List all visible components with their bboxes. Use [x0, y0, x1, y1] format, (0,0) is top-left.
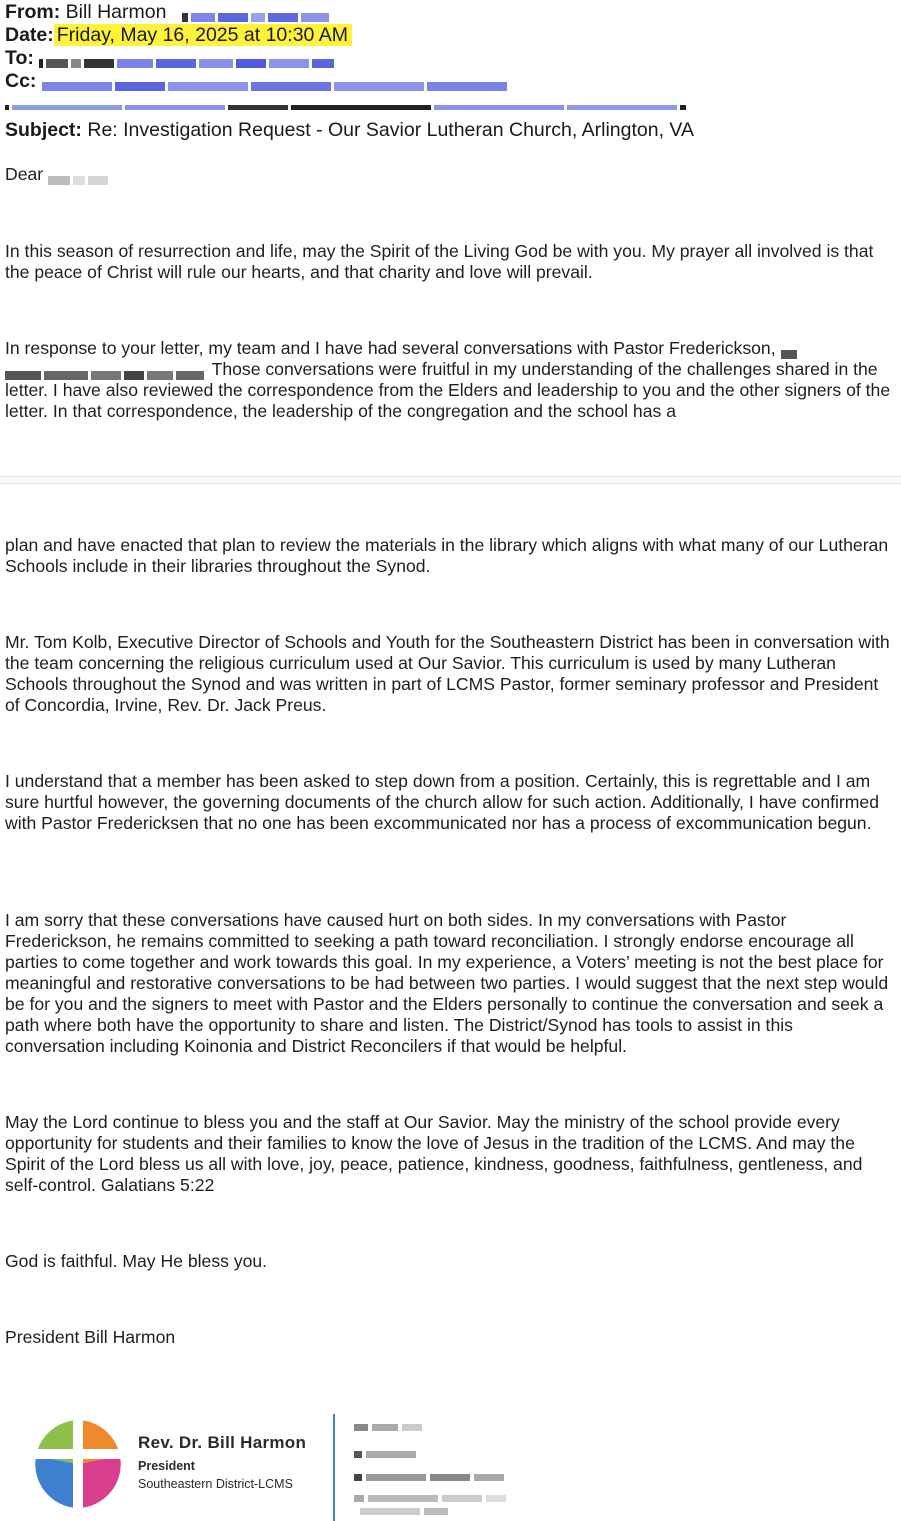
- from-line: [5, 1, 332, 24]
- paragraph-6: I am sorry that these conversations have caused hurt on both sides. In my conversations with Pastor Frederickson, he remains committed to seeking a path toward reconciliation. I strongly endorse encourage all parties to come together and work towards this goal. In my experience, a Voters’ meeting is not the best place for meaningful and restorative conversations to be had between two parties. I would suggest that the next step would be for you and the signers to meet with Pastor and the Elders personally to continue the conversation and seek a path where both have the opportunity to share and listen. The District/Synod has tools to assist in this conversation including Koinonia and District Reconcilers if that would be helpful.: [5, 910, 889, 1056]
- signature-name: Rev. Dr. Bill Harmon: [138, 1433, 307, 1452]
- redacted-contact-line-3: [354, 1469, 508, 1487]
- to-line: [5, 47, 337, 70]
- redacted-recipients-icon: [39, 51, 337, 66]
- redacted-names-continued-icon: [5, 364, 207, 376]
- paragraph-3: plan and have enacted that plan to review the materials in the library which aligns with what many of our Lutheran Schools include in their libraries throughout the Synod.: [5, 535, 889, 576]
- to-label: To:: [5, 47, 34, 69]
- redacted-cc-icon: [42, 74, 510, 89]
- paragraph-7: May the Lord continue to bless you and the staff at Our Savior. May the ministry of the school provide every opportunity for students and their families to know the love of Jesus in the tradition of the LCMS. And may the Spirit of the Lord bless us all with love, joy, peace, patience, kindness, goodness, faithfulness, gentleness, and self-control. Galatians 5:22: [5, 1112, 863, 1195]
- redacted-contact-line-2: [354, 1446, 420, 1464]
- date-label: Date:: [5, 24, 54, 46]
- subject-line: [5, 119, 694, 142]
- cross-quadrant-logo-icon: [30, 1416, 126, 1512]
- paragraph-5: I understand that a member has been asked to step down from a position. Certainly, this is regrettable and I am sure hurtful however, the governing documents of the church allow for such action. Additionally, I have confirmed with Pastor Fredericksen that no one has been excommunicated nor has a process of excommunication begun.: [5, 771, 879, 833]
- redacted-contact-line-1: [354, 1419, 426, 1437]
- paragraph-2-part-2: Those conversations were fruitful in my understanding of the challenges shared in the letter. I have also reviewed the correspondence from the Elders and leadership to you and the other signers of the letter. In that correspondence, the leadership of the congregation and the school has a: [5, 359, 891, 421]
- paragraph-4: Mr. Tom Kolb, Executive Director of Schools and Youth for the Southeastern District has been in conversation with the team concerning the religious curriculum used at Our Savior. This curriculum is used by many Lutheran Schools throughout the Synod and was written in part of LCMS Pastor, former seminary professor and President of Concordia, Irvine, Rev. Dr. Jack Preus.: [5, 632, 890, 715]
- signature-organization: Southeastern District-LCMS: [138, 1477, 293, 1491]
- signature-divider: [333, 1414, 335, 1521]
- subject-value: Re: Investigation Request - Our Savior Lutheran Church, Arlington, VA: [87, 119, 694, 141]
- paragraph-2: [5, 338, 897, 422]
- signature-title: President: [138, 1459, 195, 1473]
- redacted-email-icon: [182, 5, 332, 20]
- subject-label: Subject:: [5, 119, 82, 141]
- greeting: [5, 164, 897, 185]
- cc-line: [5, 70, 510, 93]
- date-value-highlighted: Friday, May 16, 2025 at 10:30 AM: [54, 24, 352, 46]
- cc-label: Cc:: [5, 70, 37, 92]
- date-line: [5, 24, 352, 47]
- page-break-divider: [0, 476, 901, 484]
- redacted-name-icon: [48, 169, 111, 181]
- paragraph-1: In this season of resurrection and life, may the Spirit of the Living God be with you. My prayer all involved is that the peace of Christ will rule our hearts, and that charity and love will prevail.: [5, 241, 874, 282]
- redacted-cc-continued-icon: [5, 98, 689, 110]
- from-label: From:: [5, 1, 61, 23]
- from-value: Bill Harmon: [65, 1, 167, 23]
- cc-line-continued: [5, 94, 689, 110]
- closing-signoff: President Bill Harmon: [5, 1327, 176, 1347]
- paragraph-8: God is faithful. May He bless you.: [5, 1251, 268, 1271]
- redacted-contact-line-5: [360, 1503, 452, 1521]
- paragraph-2-part-1: In response to your letter, my team and I have had several conversations with Pastor Frederickson,: [5, 338, 776, 358]
- greeting-text: Dear: [5, 164, 44, 184]
- redacted-names-icon: [781, 343, 800, 355]
